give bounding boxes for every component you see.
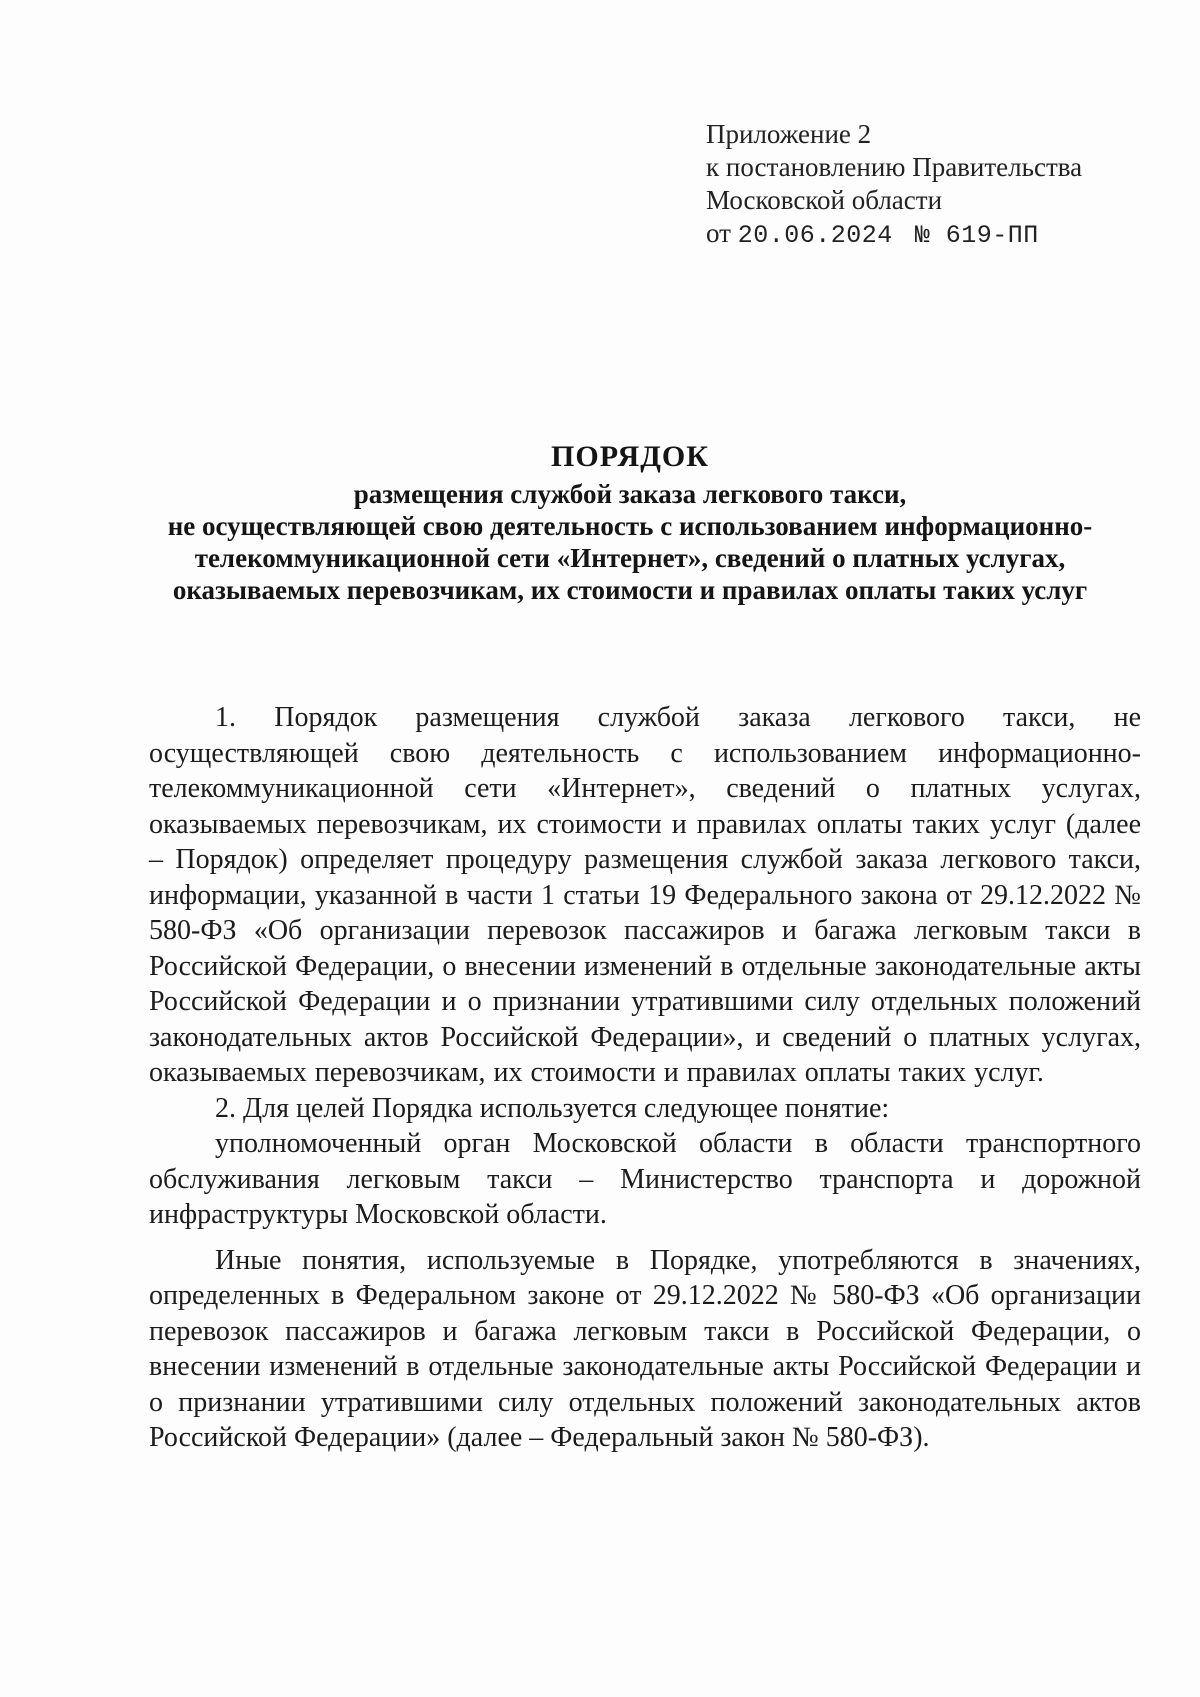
appendix-resolution-ref: к постановлению Правительства — [706, 152, 1083, 182]
appendix-number: № 619-ПП — [914, 221, 1039, 250]
paragraph-2: 2. Для целей Порядка используется следующее понятие: — [215, 1092, 890, 1124]
appendix-date-prefix: от — [706, 218, 731, 248]
appendix-label: Приложение 2 — [706, 119, 872, 149]
appendix-region: Московской области — [706, 185, 943, 215]
paragraph-definition: уполномоченный орган Московской области в области транспортного обслуживания легковым такси – Министерство транспорта и дорожной инфраструктуры Московской области. — [149, 1128, 1141, 1230]
appendix-date-line — [706, 217, 1146, 252]
document-title-block — [120, 440, 1140, 606]
paragraph-other-terms: Иные понятия, используемые в Порядке, употребляются в значениях, определенных в Федеральном законе от 29.12.2022 № 580-ФЗ «Об организации перевозок пассажиров и багажа легковым такси в Российской Федерации, о внесении изменений в отдельные законодательные акты Российской Федерации и о признании утратившими силу отдельных положений законодательных актов Российской Федерации» (далее – Федеральный закон № 580-ФЗ). — [149, 1244, 1141, 1453]
document-title: ПОРЯДОК — [551, 440, 709, 473]
document-subtitle — [120, 478, 1140, 606]
appendix-date: 20.06.2024 — [737, 221, 893, 250]
paragraph-1: 1. Порядок размещения службой заказа легкового такси, не осуществляющей свою деятельность с использованием информационно-телекоммуникационной сети «Интернет», сведений о платных услугах, оказываемых перевозчикам, их стоимости и правилах оплаты таких услуг (далее – Порядок) определяет процедуру размещения службой заказа легкового такси, информации, указанной в части 1 статьи 19 Федерального закона от 29.12.2022 № 580-ФЗ «Об организации перевозок пассажиров и багажа легковым такси в Российской Федерации, о внесении изменений в отдельные законодательные акты Российской Федерации и о признании утратившими силу отдельных положений законодательных актов Российской Федерации», и сведений о платных услугах, оказываемых перевозчикам, их стоимости и правилах оплаты таких услуг. — [149, 702, 1141, 1088]
subtitle-line: телекоммуникационной сети «Интернет», сведений о платных услугах, — [194, 543, 1066, 573]
subtitle-line: оказываемых перевозчикам, их стоимости и правилах оплаты таких услуг — [172, 575, 1088, 605]
appendix-block — [706, 118, 1146, 252]
subtitle-line: размещения службой заказа легкового такси, — [353, 479, 907, 509]
subtitle-line: не осуществляющей свою деятельность с использованием информационно- — [167, 511, 1093, 541]
document-body — [149, 700, 1141, 1456]
